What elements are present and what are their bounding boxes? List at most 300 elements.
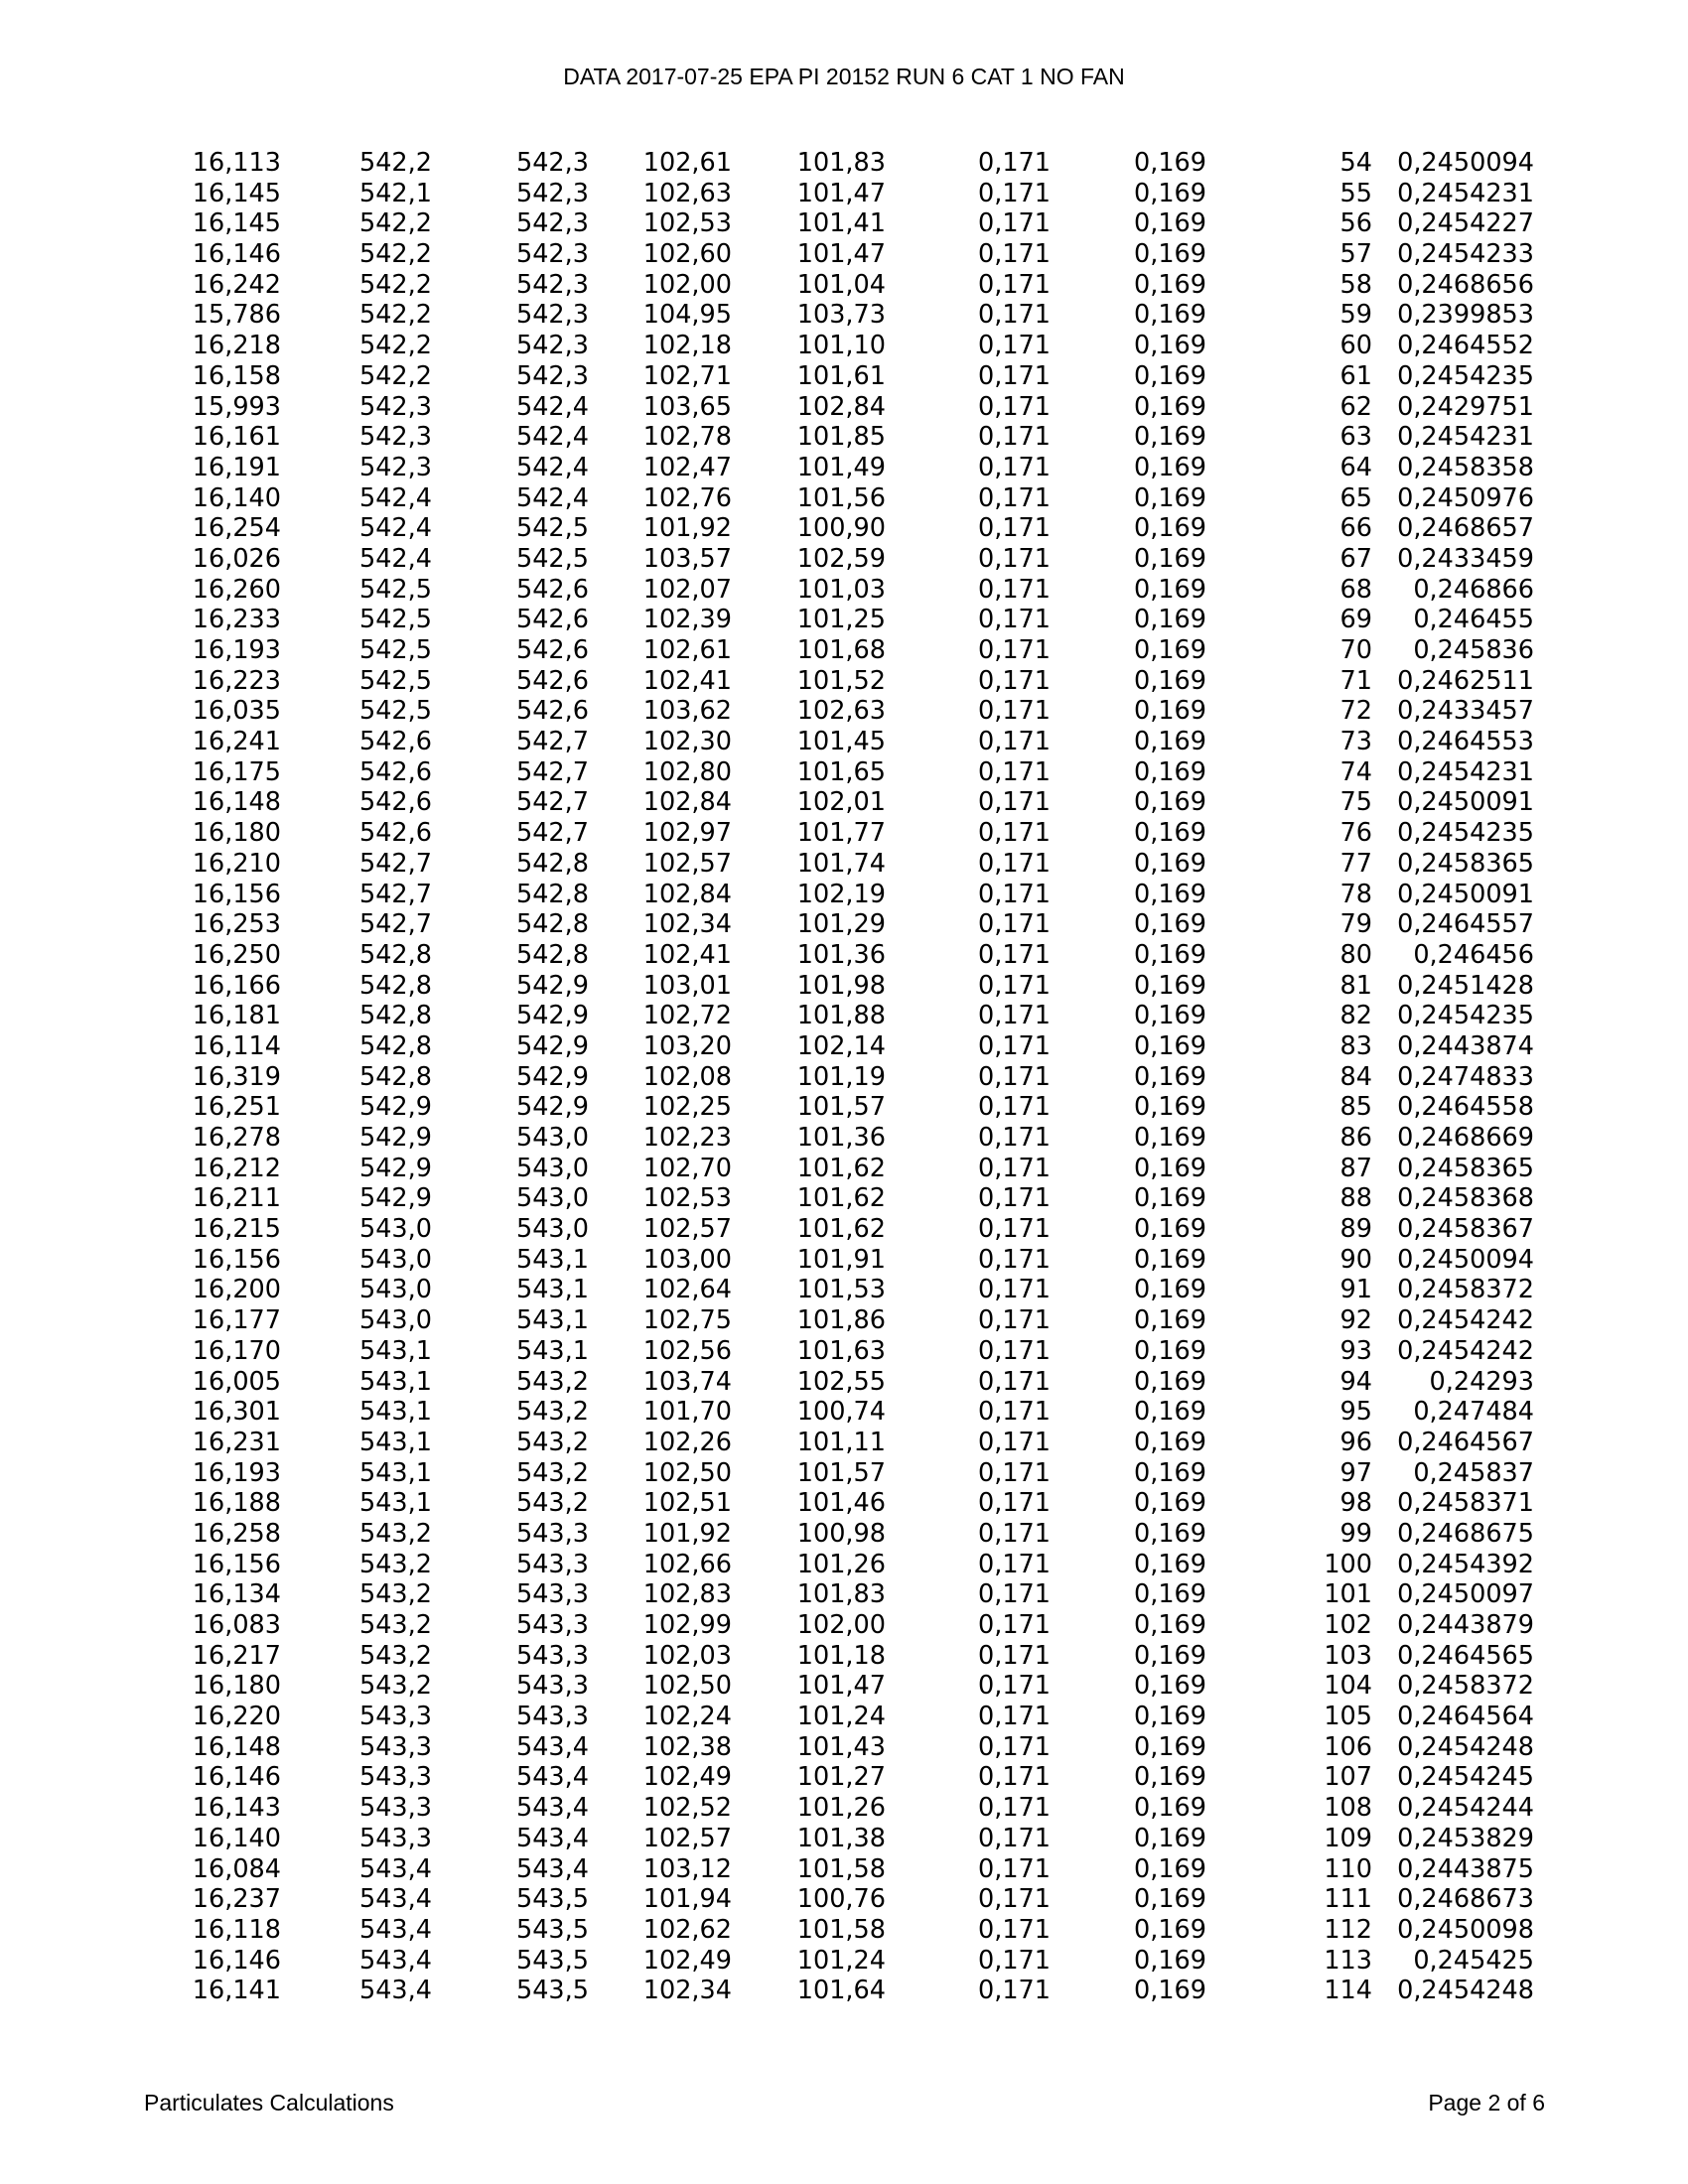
- table-cell-col-7: 0,169: [1133, 239, 1206, 270]
- table-cell-col-index: 67: [1339, 543, 1372, 574]
- table-cell-col-7: 0,169: [1133, 1731, 1206, 1762]
- table-cell-col-6: 0,171: [977, 178, 1051, 208]
- table-cell-col-1: 16,140: [192, 482, 281, 513]
- table-row: [189, 635, 1579, 666]
- table-cell-col-6: 0,171: [977, 574, 1051, 605]
- table-cell-col-index: 57: [1339, 239, 1372, 270]
- table-cell-col-4: 102,41: [642, 665, 732, 696]
- table-cell-col-index: 112: [1324, 1914, 1372, 1945]
- table-cell-col-value: 0,2429751: [1397, 391, 1534, 422]
- table-cell-col-3: 543,0: [515, 1153, 589, 1183]
- table-cell-col-6: 0,171: [977, 970, 1051, 1001]
- table-cell-col-5: 101,91: [796, 1244, 886, 1275]
- table-cell-col-5: 101,49: [796, 452, 886, 482]
- table-cell-col-value: 0,2450094: [1397, 148, 1534, 178]
- table-cell-col-2: 543,4: [358, 1853, 432, 1884]
- table-cell-col-value: 0,2468657: [1397, 513, 1534, 544]
- table-cell-col-7: 0,169: [1133, 1427, 1206, 1457]
- table-cell-col-1: 16,217: [192, 1640, 281, 1671]
- table-cell-col-3: 542,9: [515, 1030, 589, 1061]
- table-cell-col-3: 543,2: [515, 1488, 589, 1519]
- table-cell-col-7: 0,169: [1133, 1823, 1206, 1853]
- table-cell-col-value: 0,2454248: [1397, 1976, 1534, 2006]
- table-cell-col-4: 102,18: [642, 331, 732, 361]
- table-cell-col-6: 0,171: [977, 1061, 1051, 1092]
- table-cell-col-6: 0,171: [977, 635, 1051, 665]
- table-cell-col-5: 102,14: [796, 1030, 886, 1061]
- table-cell-col-index: 102: [1324, 1610, 1372, 1640]
- table-cell-col-value: 0,2454235: [1397, 818, 1534, 849]
- table-row: [189, 1275, 1579, 1305]
- table-cell-col-5: 101,58: [796, 1853, 886, 1884]
- table-cell-col-index: 68: [1339, 574, 1372, 605]
- table-cell-col-7: 0,169: [1133, 1153, 1206, 1183]
- table-cell-col-2: 543,0: [358, 1275, 432, 1305]
- table-cell-col-7: 0,169: [1133, 787, 1206, 818]
- table-cell-col-3: 542,5: [515, 513, 589, 544]
- data-table: [189, 148, 1579, 2006]
- table-cell-col-value: 0,246455: [1413, 605, 1534, 635]
- table-cell-col-5: 101,53: [796, 1275, 886, 1305]
- table-cell-col-1: 16,114: [192, 1030, 281, 1061]
- table-row: [189, 1671, 1579, 1702]
- table-cell-col-6: 0,171: [977, 208, 1051, 239]
- table-row: [189, 909, 1579, 940]
- table-cell-col-3: 542,4: [515, 391, 589, 422]
- table-cell-col-6: 0,171: [977, 1457, 1051, 1488]
- table-cell-col-5: 101,36: [796, 1123, 886, 1153]
- table-cell-col-value: 0,2450091: [1397, 879, 1534, 909]
- table-row: [189, 1367, 1579, 1398]
- table-cell-col-1: 16,233: [192, 605, 281, 635]
- table-cell-col-index: 110: [1324, 1853, 1372, 1884]
- page-title: DATA 2017-07-25 EPA PI 20152 RUN 6 CAT 1 NO FAN: [563, 64, 1125, 89]
- table-cell-col-6: 0,171: [977, 452, 1051, 482]
- table-cell-col-value: 0,2458368: [1397, 1183, 1534, 1214]
- table-cell-col-3: 543,1: [515, 1244, 589, 1275]
- table-cell-col-index: 71: [1339, 665, 1372, 696]
- table-cell-col-2: 542,2: [358, 360, 432, 391]
- table-cell-col-1: 16,181: [192, 1001, 281, 1031]
- table-cell-col-6: 0,171: [977, 1640, 1051, 1671]
- table-cell-col-7: 0,169: [1133, 605, 1206, 635]
- table-row: [189, 1550, 1579, 1580]
- table-cell-col-3: 543,4: [515, 1762, 589, 1793]
- table-cell-col-4: 102,03: [642, 1640, 732, 1671]
- table-cell-col-3: 542,3: [515, 208, 589, 239]
- table-cell-col-3: 543,3: [515, 1640, 589, 1671]
- table-cell-col-3: 542,8: [515, 909, 589, 940]
- table-cell-col-index: 55: [1339, 178, 1372, 208]
- table-cell-col-6: 0,171: [977, 1335, 1051, 1366]
- table-cell-col-4: 102,80: [642, 756, 732, 787]
- table-cell-col-3: 543,0: [515, 1123, 589, 1153]
- table-cell-col-index: 87: [1339, 1153, 1372, 1183]
- table-cell-col-3: 542,9: [515, 1001, 589, 1031]
- table-cell-col-2: 542,4: [358, 513, 432, 544]
- table-cell-col-1: 16,146: [192, 1762, 281, 1793]
- table-cell-col-index: 92: [1339, 1305, 1372, 1336]
- table-cell-col-2: 542,2: [358, 300, 432, 331]
- table-cell-col-5: 101,77: [796, 818, 886, 849]
- table-row: [189, 1092, 1579, 1123]
- table-cell-col-value: 0,2474833: [1397, 1061, 1534, 1092]
- table-cell-col-2: 542,8: [358, 970, 432, 1001]
- table-cell-col-1: 16,158: [192, 360, 281, 391]
- table-cell-col-6: 0,171: [977, 1183, 1051, 1214]
- table-cell-col-6: 0,171: [977, 239, 1051, 270]
- table-cell-col-2: 543,0: [358, 1214, 432, 1245]
- table-cell-col-7: 0,169: [1133, 1275, 1206, 1305]
- table-cell-col-6: 0,171: [977, 1397, 1051, 1428]
- table-cell-col-5: 102,63: [796, 696, 886, 727]
- table-cell-col-2: 542,4: [358, 543, 432, 574]
- footer-title: Particulates Calculations: [144, 2090, 394, 2116]
- table-cell-col-5: 102,00: [796, 1610, 886, 1640]
- table-cell-col-3: 543,3: [515, 1518, 589, 1549]
- table-cell-col-value: 0,2458365: [1397, 848, 1534, 879]
- table-cell-col-2: 542,1: [358, 178, 432, 208]
- table-cell-col-3: 543,5: [515, 1914, 589, 1945]
- table-cell-col-4: 102,78: [642, 422, 732, 453]
- table-cell-col-7: 0,169: [1133, 970, 1206, 1001]
- table-cell-col-5: 102,59: [796, 543, 886, 574]
- table-cell-col-2: 543,2: [358, 1640, 432, 1671]
- table-cell-col-index: 54: [1339, 148, 1372, 178]
- table-cell-col-index: 79: [1339, 909, 1372, 940]
- table-cell-col-value: 0,2468669: [1397, 1123, 1534, 1153]
- table-cell-col-7: 0,169: [1133, 1671, 1206, 1702]
- table-cell-col-index: 75: [1339, 787, 1372, 818]
- table-cell-col-7: 0,169: [1133, 422, 1206, 453]
- table-cell-col-4: 102,24: [642, 1702, 732, 1732]
- table-cell-col-5: 101,56: [796, 482, 886, 513]
- table-cell-col-index: 77: [1339, 848, 1372, 879]
- table-cell-col-4: 102,08: [642, 1061, 732, 1092]
- table-cell-col-index: 66: [1339, 513, 1372, 544]
- table-cell-col-6: 0,171: [977, 1793, 1051, 1824]
- table-cell-col-2: 543,1: [358, 1457, 432, 1488]
- table-cell-col-2: 542,6: [358, 756, 432, 787]
- table-cell-col-4: 103,12: [642, 1853, 732, 1884]
- table-cell-col-value: 0,2450976: [1397, 482, 1534, 513]
- table-cell-col-index: 85: [1339, 1092, 1372, 1123]
- table-cell-col-value: 0,2464558: [1397, 1092, 1534, 1123]
- table-cell-col-6: 0,171: [977, 1945, 1051, 1976]
- table-cell-col-value: 0,246866: [1413, 574, 1534, 605]
- table-cell-col-6: 0,171: [977, 1884, 1051, 1915]
- table-cell-col-1: 16,180: [192, 818, 281, 849]
- table-row: [189, 1062, 1579, 1093]
- table-cell-col-value: 0,2453829: [1397, 1823, 1534, 1853]
- table-cell-col-4: 102,34: [642, 1976, 732, 2006]
- table-row: [189, 818, 1579, 849]
- table-cell-col-6: 0,171: [977, 543, 1051, 574]
- table-cell-col-4: 102,53: [642, 1183, 732, 1214]
- table-cell-col-5: 101,86: [796, 1305, 886, 1336]
- table-cell-col-2: 542,5: [358, 696, 432, 727]
- table-row: [189, 727, 1579, 757]
- table-cell-col-4: 102,97: [642, 818, 732, 849]
- table-cell-col-value: 0,247484: [1413, 1397, 1534, 1428]
- table-cell-col-2: 542,3: [358, 422, 432, 453]
- table-cell-col-1: 16,148: [192, 1731, 281, 1762]
- table-cell-col-4: 102,49: [642, 1945, 732, 1976]
- table-cell-col-2: 542,3: [358, 391, 432, 422]
- table-cell-col-1: 15,993: [192, 391, 281, 422]
- table-cell-col-5: 101,41: [796, 208, 886, 239]
- table-row: [189, 1123, 1579, 1154]
- table-cell-col-index: 105: [1324, 1702, 1372, 1732]
- table-cell-col-4: 102,57: [642, 1823, 732, 1853]
- table-row: [189, 1610, 1579, 1641]
- table-cell-col-3: 542,6: [515, 574, 589, 605]
- table-cell-col-1: 16,026: [192, 543, 281, 574]
- table-cell-col-index: 111: [1324, 1884, 1372, 1915]
- table-row: [189, 971, 1579, 1002]
- table-cell-col-5: 101,62: [796, 1153, 886, 1183]
- table-cell-col-1: 16,145: [192, 178, 281, 208]
- table-row: [189, 757, 1579, 788]
- table-cell-col-4: 103,57: [642, 543, 732, 574]
- table-cell-col-3: 542,8: [515, 939, 589, 970]
- table-cell-col-2: 543,1: [358, 1488, 432, 1519]
- table-cell-col-6: 0,171: [977, 1030, 1051, 1061]
- table-cell-col-6: 0,171: [977, 1488, 1051, 1519]
- table-cell-col-2: 542,9: [358, 1123, 432, 1153]
- table-cell-col-value: 0,2454242: [1397, 1305, 1534, 1336]
- table-cell-col-7: 0,169: [1133, 1762, 1206, 1793]
- table-cell-col-1: 16,210: [192, 848, 281, 879]
- table-cell-col-5: 101,58: [796, 1914, 886, 1945]
- table-cell-col-3: 542,6: [515, 635, 589, 665]
- table-row: [189, 1579, 1579, 1610]
- table-row: [189, 1854, 1579, 1885]
- table-cell-col-index: 98: [1339, 1488, 1372, 1519]
- table-cell-col-value: 0,2458358: [1397, 452, 1534, 482]
- table-cell-col-5: 101,85: [796, 422, 886, 453]
- table-cell-col-1: 16,191: [192, 452, 281, 482]
- table-cell-col-6: 0,171: [977, 482, 1051, 513]
- table-cell-col-6: 0,171: [977, 360, 1051, 391]
- table-cell-col-5: 101,83: [796, 1579, 886, 1610]
- table-cell-col-value: 0,2464557: [1397, 909, 1534, 940]
- table-cell-col-index: 56: [1339, 208, 1372, 239]
- table-row: [189, 1519, 1579, 1550]
- table-cell-col-7: 0,169: [1133, 879, 1206, 909]
- table-cell-col-7: 0,169: [1133, 909, 1206, 940]
- table-cell-col-5: 101,38: [796, 1823, 886, 1853]
- table-cell-col-index: 80: [1339, 939, 1372, 970]
- table-cell-col-4: 103,20: [642, 1030, 732, 1061]
- table-cell-col-7: 0,169: [1133, 574, 1206, 605]
- table-cell-col-3: 543,0: [515, 1183, 589, 1214]
- table-cell-col-1: 16,258: [192, 1518, 281, 1549]
- table-row: [189, 1245, 1579, 1276]
- table-cell-col-value: 0,2458372: [1397, 1671, 1534, 1702]
- table-cell-col-2: 543,2: [358, 1518, 432, 1549]
- table-row: [189, 1397, 1579, 1428]
- table-cell-col-5: 101,26: [796, 1793, 886, 1824]
- table-cell-col-2: 543,0: [358, 1305, 432, 1336]
- table-cell-col-7: 0,169: [1133, 208, 1206, 239]
- table-cell-col-4: 102,07: [642, 574, 732, 605]
- table-cell-col-index: 81: [1339, 970, 1372, 1001]
- table-cell-col-3: 542,8: [515, 879, 589, 909]
- table-cell-col-index: 93: [1339, 1335, 1372, 1366]
- table-cell-col-4: 102,66: [642, 1549, 732, 1579]
- table-cell-col-4: 103,01: [642, 970, 732, 1001]
- table-cell-col-5: 101,47: [796, 1671, 886, 1702]
- table-cell-col-1: 16,212: [192, 1153, 281, 1183]
- table-cell-col-1: 16,193: [192, 1457, 281, 1488]
- table-cell-col-2: 542,5: [358, 665, 432, 696]
- table-cell-col-7: 0,169: [1133, 331, 1206, 361]
- table-cell-col-1: 16,166: [192, 970, 281, 1001]
- table-cell-col-index: 70: [1339, 635, 1372, 665]
- table-cell-col-5: 101,04: [796, 269, 886, 300]
- table-cell-col-6: 0,171: [977, 1976, 1051, 2006]
- table-cell-col-value: 0,2454242: [1397, 1335, 1534, 1366]
- table-cell-col-5: 101,64: [796, 1976, 886, 2006]
- table-cell-col-value: 0,2443874: [1397, 1030, 1534, 1061]
- table-cell-col-1: 16,260: [192, 574, 281, 605]
- table-cell-col-value: 0,2454392: [1397, 1549, 1534, 1579]
- table-cell-col-3: 543,3: [515, 1579, 589, 1610]
- table-cell-col-2: 542,9: [358, 1092, 432, 1123]
- table-cell-col-index: 73: [1339, 727, 1372, 757]
- table-row: [189, 1884, 1579, 1915]
- table-cell-col-5: 101,46: [796, 1488, 886, 1519]
- table-cell-col-index: 90: [1339, 1244, 1372, 1275]
- table-cell-col-7: 0,169: [1133, 1853, 1206, 1884]
- table-cell-col-value: 0,2454235: [1397, 360, 1534, 391]
- table-cell-col-1: 16,170: [192, 1335, 281, 1366]
- table-row: [189, 1031, 1579, 1062]
- table-cell-col-6: 0,171: [977, 1244, 1051, 1275]
- table-cell-col-4: 101,92: [642, 513, 732, 544]
- table-cell-col-5: 101,52: [796, 665, 886, 696]
- table-cell-col-5: 101,26: [796, 1549, 886, 1579]
- table-cell-col-7: 0,169: [1133, 1397, 1206, 1428]
- table-row: [189, 1183, 1579, 1214]
- table-cell-col-4: 102,63: [642, 178, 732, 208]
- table-row: [189, 483, 1579, 514]
- table-cell-col-6: 0,171: [977, 727, 1051, 757]
- table-cell-col-4: 102,70: [642, 1153, 732, 1183]
- table-cell-col-4: 102,41: [642, 939, 732, 970]
- table-row: [189, 1001, 1579, 1031]
- table-cell-col-index: 78: [1339, 879, 1372, 909]
- table-cell-col-6: 0,171: [977, 1731, 1051, 1762]
- table-cell-col-2: 543,3: [358, 1793, 432, 1824]
- table-cell-col-1: 16,253: [192, 909, 281, 940]
- table-cell-col-4: 102,49: [642, 1762, 732, 1793]
- table-cell-col-2: 542,7: [358, 909, 432, 940]
- table-cell-col-1: 16,200: [192, 1275, 281, 1305]
- table-cell-col-7: 0,169: [1133, 1914, 1206, 1945]
- table-cell-col-5: 101,83: [796, 148, 886, 178]
- table-cell-col-2: 542,2: [358, 239, 432, 270]
- table-cell-col-1: 16,148: [192, 787, 281, 818]
- table-cell-col-5: 101,03: [796, 574, 886, 605]
- table-cell-col-index: 61: [1339, 360, 1372, 391]
- table-cell-col-6: 0,171: [977, 1366, 1051, 1397]
- table-cell-col-1: 16,083: [192, 1610, 281, 1640]
- table-cell-col-2: 542,5: [358, 605, 432, 635]
- table-cell-col-value: 0,2454231: [1397, 422, 1534, 453]
- table-row: [189, 1458, 1579, 1489]
- table-row: [189, 239, 1579, 270]
- table-cell-col-3: 542,3: [515, 148, 589, 178]
- table-cell-col-1: 16,177: [192, 1305, 281, 1336]
- table-cell-col-1: 16,223: [192, 665, 281, 696]
- table-cell-col-3: 542,3: [515, 239, 589, 270]
- table-cell-col-6: 0,171: [977, 1123, 1051, 1153]
- table-cell-col-3: 543,2: [515, 1366, 589, 1397]
- table-cell-col-4: 102,39: [642, 605, 732, 635]
- table-cell-col-2: 542,2: [358, 208, 432, 239]
- table-cell-col-index: 96: [1339, 1427, 1372, 1457]
- table-cell-col-2: 542,8: [358, 1030, 432, 1061]
- table-cell-col-2: 542,2: [358, 269, 432, 300]
- table-cell-col-3: 542,6: [515, 605, 589, 635]
- table-cell-col-6: 0,171: [977, 818, 1051, 849]
- table-cell-col-index: 106: [1324, 1731, 1372, 1762]
- table-row: [189, 1824, 1579, 1854]
- table-cell-col-1: 16,211: [192, 1183, 281, 1214]
- table-cell-col-7: 0,169: [1133, 1549, 1206, 1579]
- table-cell-col-4: 102,34: [642, 909, 732, 940]
- table-cell-col-index: 59: [1339, 300, 1372, 331]
- table-cell-col-1: 16,005: [192, 1366, 281, 1397]
- table-cell-col-6: 0,171: [977, 756, 1051, 787]
- table-row: [189, 1732, 1579, 1763]
- table-cell-col-2: 542,8: [358, 939, 432, 970]
- table-cell-col-5: 101,47: [796, 239, 886, 270]
- table-cell-col-4: 102,23: [642, 1123, 732, 1153]
- table-cell-col-5: 101,45: [796, 727, 886, 757]
- table-cell-col-7: 0,169: [1133, 1061, 1206, 1092]
- table-cell-col-1: 16,146: [192, 1945, 281, 1976]
- table-cell-col-2: 542,5: [358, 574, 432, 605]
- table-cell-col-value: 0,2433459: [1397, 543, 1534, 574]
- table-cell-col-index: 109: [1324, 1823, 1372, 1853]
- table-cell-col-6: 0,171: [977, 1518, 1051, 1549]
- table-cell-col-3: 542,3: [515, 178, 589, 208]
- table-cell-col-value: 0,2450094: [1397, 1244, 1534, 1275]
- table-cell-col-6: 0,171: [977, 787, 1051, 818]
- table-cell-col-value: 0,246456: [1413, 939, 1534, 970]
- table-cell-col-value: 0,2468675: [1397, 1518, 1534, 1549]
- table-cell-col-6: 0,171: [977, 909, 1051, 940]
- table-cell-col-6: 0,171: [977, 391, 1051, 422]
- table-cell-col-6: 0,171: [977, 1214, 1051, 1245]
- table-cell-col-3: 542,7: [515, 727, 589, 757]
- table-cell-col-6: 0,171: [977, 696, 1051, 727]
- table-cell-col-2: 543,4: [358, 1914, 432, 1945]
- table-cell-col-7: 0,169: [1133, 1610, 1206, 1640]
- table-cell-col-7: 0,169: [1133, 1183, 1206, 1214]
- table-cell-col-1: 16,180: [192, 1671, 281, 1702]
- page-number: Page 2 of 6: [1428, 2090, 1545, 2116]
- table-cell-col-value: 0,245837: [1413, 1457, 1534, 1488]
- table-cell-col-5: 103,73: [796, 300, 886, 331]
- table-cell-col-4: 101,70: [642, 1397, 732, 1428]
- table-cell-col-1: 16,084: [192, 1853, 281, 1884]
- table-cell-col-2: 543,4: [358, 1884, 432, 1915]
- table-cell-col-2: 543,1: [358, 1397, 432, 1428]
